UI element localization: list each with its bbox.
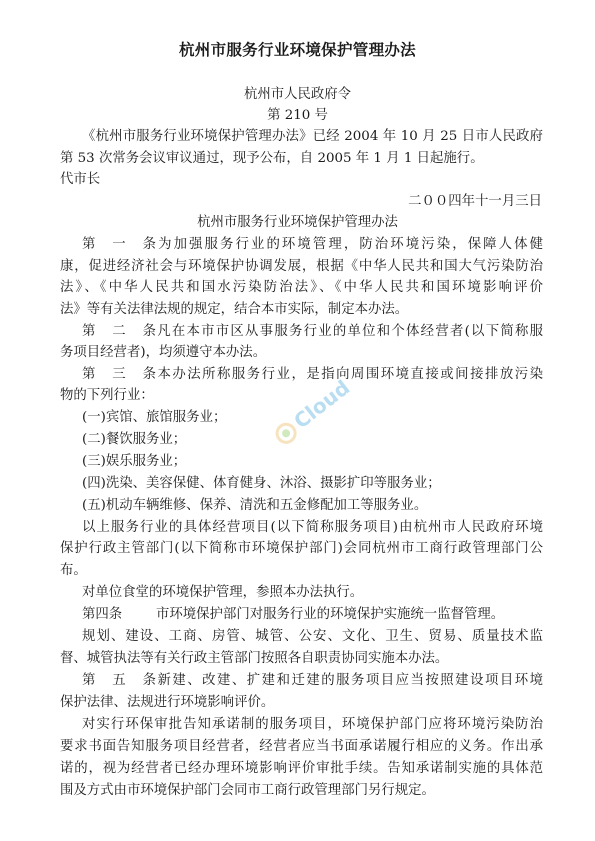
signing-date: 二００四年十一月三日: [408, 194, 542, 209]
article-4-first-line: 第四条 市环境保护部门对服务行业的环境保护实施统一监督管理。: [82, 604, 543, 626]
article-3-label: 第三条: [82, 367, 156, 382]
article-2-line: 务项目经营者)，均须遵守本办法。: [60, 345, 267, 360]
article-3-paragraph: 保护行政主管部门(以下简称市环境保护部门)会同杭州市工商行政管理部门公: [60, 541, 543, 556]
article-3-paragraph: 对单位食堂的环境保护管理，参照本办法执行。: [82, 585, 364, 600]
article-5-paragraph: 围及方式由市环境保护部门会同市工商行政管理部门另行规定。: [60, 783, 435, 798]
article-1-line: 法》、《中华人民共和国水污染防治法》、《中华人民共和国环境影响评价: [60, 280, 543, 295]
document-subtitle: 杭州市服务行业环境保护管理办法: [197, 215, 398, 230]
article-3-paragraph: 布。: [60, 563, 87, 578]
article-5-first-line: 第五条新建、改建、扩建和迁建的服务项目应当按照建设项目环境: [82, 670, 543, 692]
issuer-line: 杭州市人民政府令: [243, 87, 352, 102]
document-title: 杭州市服务行业环境保护管理办法: [178, 41, 416, 59]
article-3-item: (二)餐饮服务业；: [82, 432, 187, 447]
article-1-line: 康，促进经济社会与环境保护协调发展，根据《中华人民共和国大气污染防治: [60, 259, 543, 274]
article-3-item: (五)机动车辆维修、保养、清洗和五金修配加工等服务业。: [82, 498, 428, 513]
article-4-paragraph: 督、城管执法等有关行政主管部门按照各自职责协同实施本办法。: [60, 651, 449, 666]
article-3-item: (四)洗染、美容保健、体育健身、沐浴、摄影扩印等服务业；: [82, 476, 441, 491]
article-3-item: (一)宾馆、旅馆服务业；: [82, 410, 227, 425]
order-number: 第 210 号: [267, 108, 328, 123]
article-5-line: 保护法律、法规进行环境影响评价。: [60, 695, 275, 710]
article-5-paragraph: 诺的，视为经营者已经办理环境影响评价审批手续。告知承诺制实施的具体范: [60, 761, 543, 776]
article-4-paragraph: 规划、建设、工商、房管、城管、公安、文化、卫生、贸易、质量技术监: [82, 629, 543, 644]
article-3-item: (三)娱乐服务业；: [82, 454, 187, 469]
article-2-label: 第二条: [82, 324, 156, 339]
article-2-first-line: 第二条凡在本市市区从事服务行业的单位和个体经营者(以下简称服: [82, 321, 543, 343]
promulgation-line-1: 《杭州市服务行业环境保护管理办法》已经 2004 年 10 月 25 日市人民政府: [82, 129, 543, 144]
article-5-label: 第五条: [82, 673, 156, 688]
signatory: 代市长: [60, 172, 101, 187]
article-1-line: 法》等有关法律法规的规定，结合本市实际，制定本办法。: [60, 302, 409, 317]
article-5-paragraph: 对实行环保审批告知承诺制的服务项目，环境保护部门应将环境污染防治: [82, 717, 543, 732]
article-3-first-line: 第三条本办法所称服务行业，是指向周围环境直接或间接排放污染: [82, 364, 543, 386]
article-1-first-line: 第一条为加强服务行业的环境管理，防治环境污染，保障人体健: [82, 234, 543, 256]
article-1-label: 第一条: [82, 237, 156, 252]
promulgation-line-2: 第 53 次常务会议审议通过，现予公布，自 2005 年 1 月 1 日起施行。: [60, 151, 484, 166]
article-3-line: 物的下列行业：: [60, 388, 154, 403]
article-5-paragraph: 要求书面告知服务项目经营者，经营者应当书面承诺履行相应的义务。作出承: [60, 739, 543, 754]
article-3-paragraph: 以上服务行业的具体经营项目(以下简称服务项目)由杭州市人民政府环境: [82, 520, 543, 535]
watermark-text: Cloud: [289, 375, 355, 434]
article-4-label: 第四条: [82, 607, 123, 622]
